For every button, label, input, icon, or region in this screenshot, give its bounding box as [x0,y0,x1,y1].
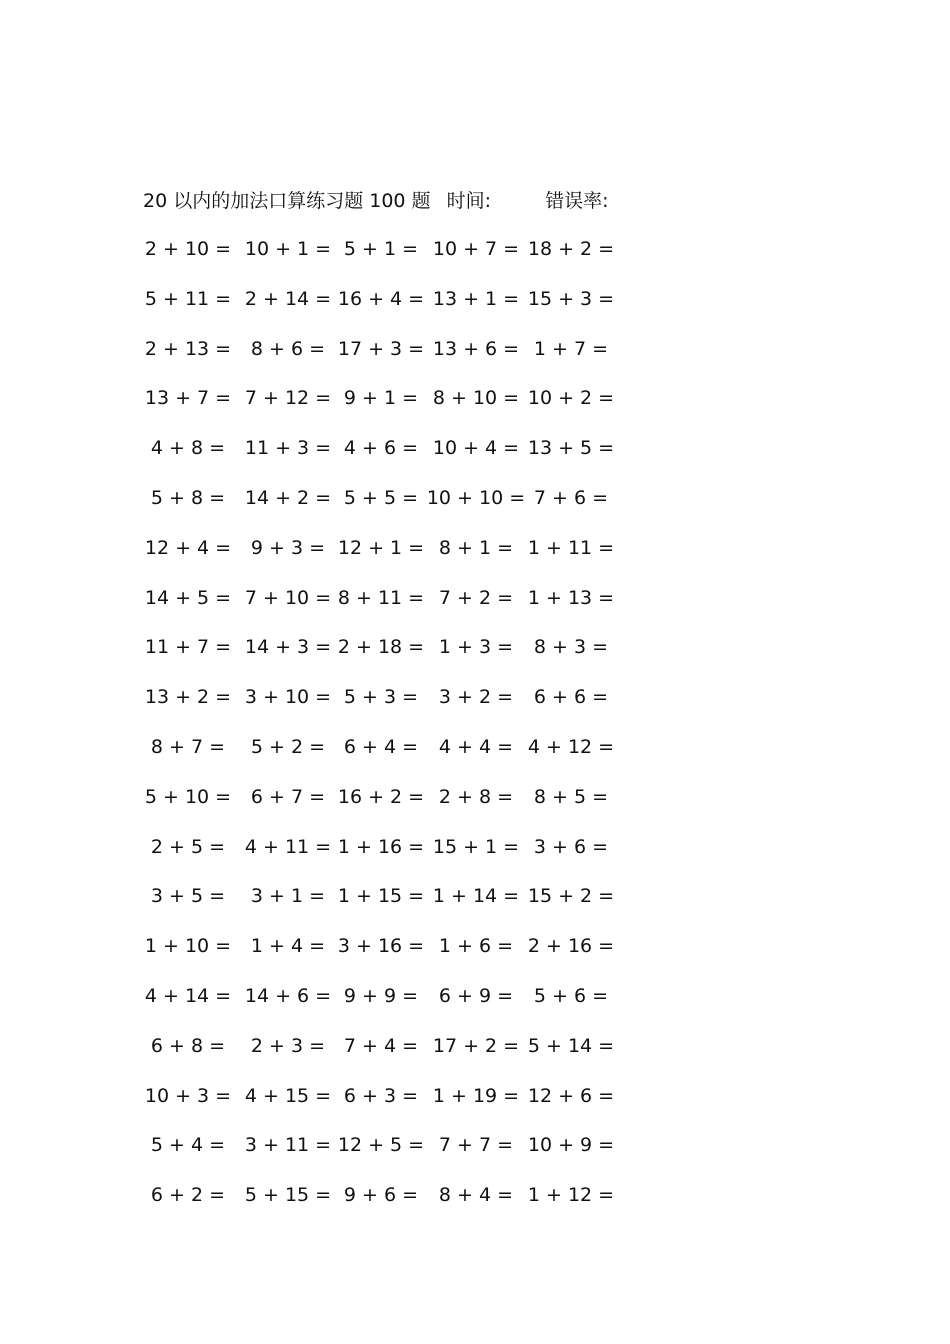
problem-item: 2 + 14 = [244,287,332,310]
problem-item: 4 + 14 = [144,984,232,1007]
problem-item: 8 + 7 = [150,735,226,758]
problem-item: 5 + 3 = [343,686,419,709]
problem-item: 3 + 10 = [244,686,332,709]
problem-item: 10 + 1 = [244,238,332,260]
problem-item: 2 + 3 = [250,1034,326,1057]
problem-item: 5 + 10 = [144,785,232,808]
problem-item: 1 + 3 = [438,636,514,659]
problem-item: 2 + 16 = [527,935,615,958]
problem-item: 6 + 4 = [343,735,419,758]
problem-item: 4 + 6 = [343,437,419,460]
problem-item: 14 + 3 = [244,636,332,659]
problem-item: 2 + 5 = [150,835,226,858]
problem-item: 1 + 15 = [337,885,425,908]
problem-row [138,929,638,979]
problem-item: 3 + 1 = [250,885,326,908]
problem-item: 8 + 10 = [432,387,520,410]
problem-row [138,780,638,830]
problem-row [138,1029,638,1079]
problem-item: 8 + 6 = [250,337,326,360]
problem-item: 1 + 16 = [337,835,425,858]
problem-item: 16 + 2 = [337,785,425,808]
problem-item: 1 + 19 = [432,1084,520,1107]
problem-row [138,1128,638,1178]
problem-item: 17 + 2 = [432,1034,520,1057]
problem-item: 1 + 4 = [250,935,326,958]
problem-item: 6 + 7 = [250,785,326,808]
problem-row [138,680,638,730]
problem-item: 6 + 6 = [533,686,609,709]
problem-item: 1 + 10 = [144,935,232,958]
problem-row [138,1079,638,1129]
problem-item: 1 + 14 = [432,885,520,908]
problem-item: 12 + 1 = [337,536,425,559]
problem-item: 4 + 8 = [150,437,226,460]
problem-item: 17 + 3 = [337,337,425,360]
problem-item: 1 + 6 = [438,935,514,958]
problem-item: 3 + 5 = [150,885,226,908]
problem-row [138,232,638,282]
problem-item: 8 + 11 = [337,586,425,609]
problem-item: 1 + 11 = [527,536,615,559]
problem-item: 4 + 12 = [527,735,615,758]
problem-row [138,332,638,382]
problem-item: 5 + 4 = [150,1134,226,1157]
problem-item: 11 + 3 = [244,437,332,460]
problem-item: 6 + 2 = [150,1184,226,1207]
problem-grid [138,232,638,1228]
problem-item: 2 + 8 = [438,785,514,808]
problem-row [138,730,638,780]
problem-item: 1 + 13 = [527,586,615,609]
problem-item: 8 + 1 = [438,536,514,559]
problem-item: 5 + 1 = [343,238,419,260]
problem-item: 10 + 10 = [426,486,526,509]
problem-item: 1 + 12 = [527,1184,615,1207]
problem-item: 3 + 2 = [438,686,514,709]
problem-item: 7 + 12 = [244,387,332,410]
problem-row [138,581,638,631]
problem-item: 15 + 2 = [527,885,615,908]
problem-item: 6 + 8 = [150,1034,226,1057]
problem-item: 7 + 4 = [343,1034,419,1057]
problem-item: 9 + 9 = [343,984,419,1007]
problem-item: 2 + 10 = [144,238,232,260]
problem-item: 11 + 7 = [144,636,232,659]
problem-item: 5 + 11 = [144,287,232,310]
problem-item: 12 + 5 = [337,1134,425,1157]
problem-row [138,282,638,332]
problem-row [138,381,638,431]
error-rate-label: 错误率: [545,190,609,212]
problem-row [138,531,638,581]
problem-item: 7 + 10 = [244,586,332,609]
problem-item: 15 + 1 = [432,835,520,858]
problem-item: 8 + 3 = [533,636,609,659]
problem-item: 6 + 9 = [438,984,514,1007]
problem-item: 13 + 2 = [144,686,232,709]
problem-row [138,431,638,481]
problem-item: 3 + 11 = [244,1134,332,1157]
problem-item: 8 + 4 = [438,1184,514,1207]
problem-item: 3 + 16 = [337,935,425,958]
problem-item: 2 + 18 = [337,636,425,659]
problem-item: 8 + 5 = [533,785,609,808]
problem-item: 16 + 4 = [337,287,425,310]
problem-item: 5 + 2 = [250,735,326,758]
problem-item: 4 + 15 = [244,1084,332,1107]
problem-item: 14 + 2 = [244,486,332,509]
problem-item: 3 + 6 = [533,835,609,858]
worksheet-header [143,186,608,216]
problem-item: 13 + 5 = [527,437,615,460]
problem-item: 5 + 15 = [244,1184,332,1207]
problem-item: 10 + 2 = [527,387,615,410]
problem-item: 15 + 3 = [527,287,615,310]
problem-row [138,481,638,531]
problem-item: 4 + 11 = [244,835,332,858]
problem-item: 9 + 3 = [250,536,326,559]
problem-row [138,630,638,680]
problem-item: 18 + 2 = [527,238,615,260]
problem-item: 1 + 7 = [533,337,609,360]
problem-item: 10 + 4 = [432,437,520,460]
problem-item: 7 + 6 = [533,486,609,509]
problem-row [138,979,638,1029]
problem-item: 13 + 1 = [432,287,520,310]
problem-item: 5 + 8 = [150,486,226,509]
problem-item: 6 + 3 = [343,1084,419,1107]
problem-item: 9 + 6 = [343,1184,419,1207]
problem-item: 5 + 5 = [343,486,419,509]
problem-item: 13 + 6 = [432,337,520,360]
problem-item: 7 + 7 = [438,1134,514,1157]
problem-item: 12 + 4 = [144,536,232,559]
problem-item: 10 + 3 = [144,1084,232,1107]
problem-item: 9 + 1 = [343,387,419,410]
worksheet-title: 20 以内的加法口算练习题 100 题 [143,190,431,212]
problem-row [138,830,638,880]
problem-row [138,1178,638,1228]
problem-item: 5 + 6 = [533,984,609,1007]
problem-item: 5 + 14 = [527,1034,615,1057]
problem-item: 4 + 4 = [438,735,514,758]
problem-item: 13 + 7 = [144,387,232,410]
problem-item: 14 + 5 = [144,586,232,609]
problem-item: 2 + 13 = [144,337,232,360]
problem-item: 10 + 7 = [432,238,520,260]
problem-item: 7 + 2 = [438,586,514,609]
time-label: 时间: [446,190,492,212]
problem-item: 12 + 6 = [527,1084,615,1107]
problem-row [138,879,638,929]
problem-item: 10 + 9 = [527,1134,615,1157]
problem-item: 14 + 6 = [244,984,332,1007]
